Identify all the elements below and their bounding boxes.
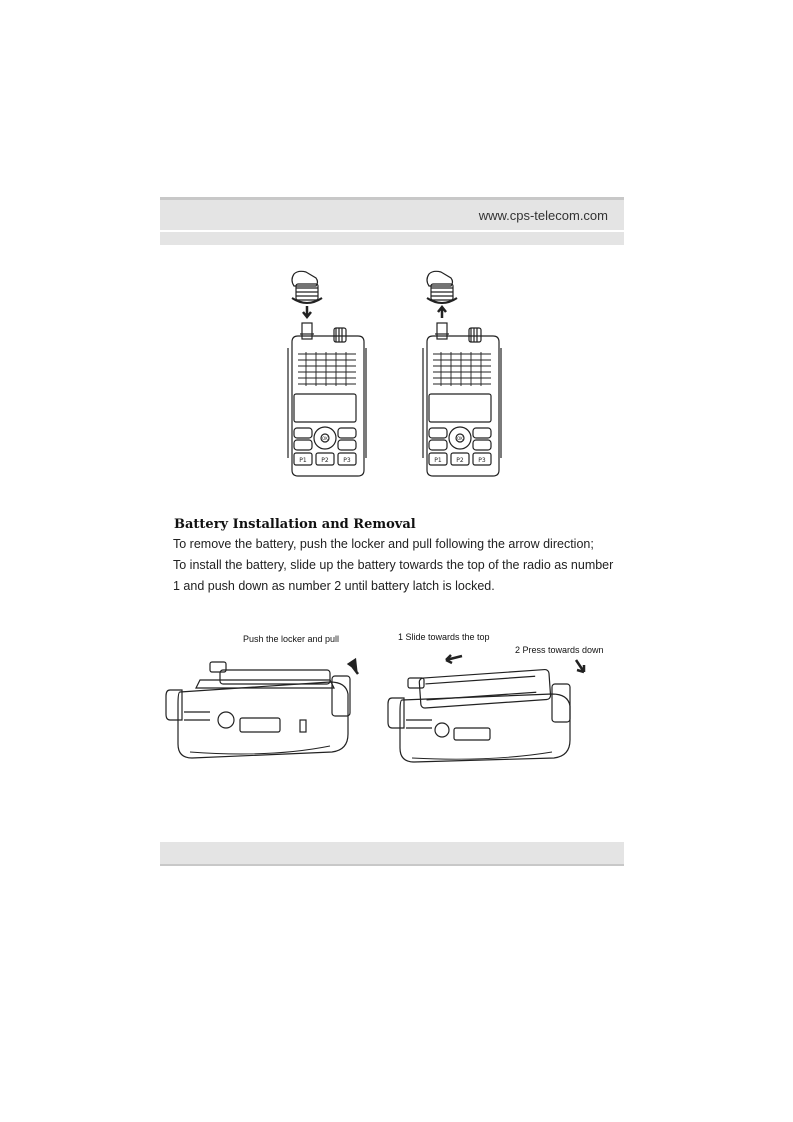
press-down-arrow-icon [576,660,584,672]
ok-label: OK [457,436,463,441]
website-url: www.cps-telecom.com [478,208,608,223]
key-label: P2 [321,457,329,464]
install-step-1-caption: 1 Slide towards the top [398,632,490,642]
speaker-grille-left [298,352,356,386]
ok-label: OK [322,436,328,441]
key-label: P1 [299,457,307,464]
radio-body-left [292,336,364,476]
section-title: Battery Installation and Removal [174,517,416,532]
hand-icon-right [427,271,453,300]
slide-arrow-icon [446,655,462,663]
radio-body-right [427,336,499,476]
key-label: P3 [343,457,351,464]
pull-arrow-icon [349,660,358,674]
page-footer-band [160,842,624,866]
antenna-illustration [276,268,516,483]
instruction-line: To remove the battery, push the locker and pull following the arrow direction; [173,537,594,551]
header-divider [160,230,624,232]
up-arrow-icon [438,307,446,318]
key-label: P1 [434,457,442,464]
key-label: P3 [478,457,486,464]
instruction-line: 1 and push down as number 2 until battery latch is locked. [173,579,495,593]
battery-pack [419,669,551,708]
battery-illustration [160,650,600,765]
display-left [294,394,356,422]
removal-caption: Push the locker and pull [243,634,340,644]
install-step-2-caption: 2 Press towards down [515,645,604,655]
page-header-band [160,197,624,245]
key-label: P2 [456,457,464,464]
hand-icon-left [292,271,318,300]
down-arrow-icon [303,306,311,317]
instruction-line: To install the battery, slide up the battery towards the top of the radio as number [173,558,614,572]
